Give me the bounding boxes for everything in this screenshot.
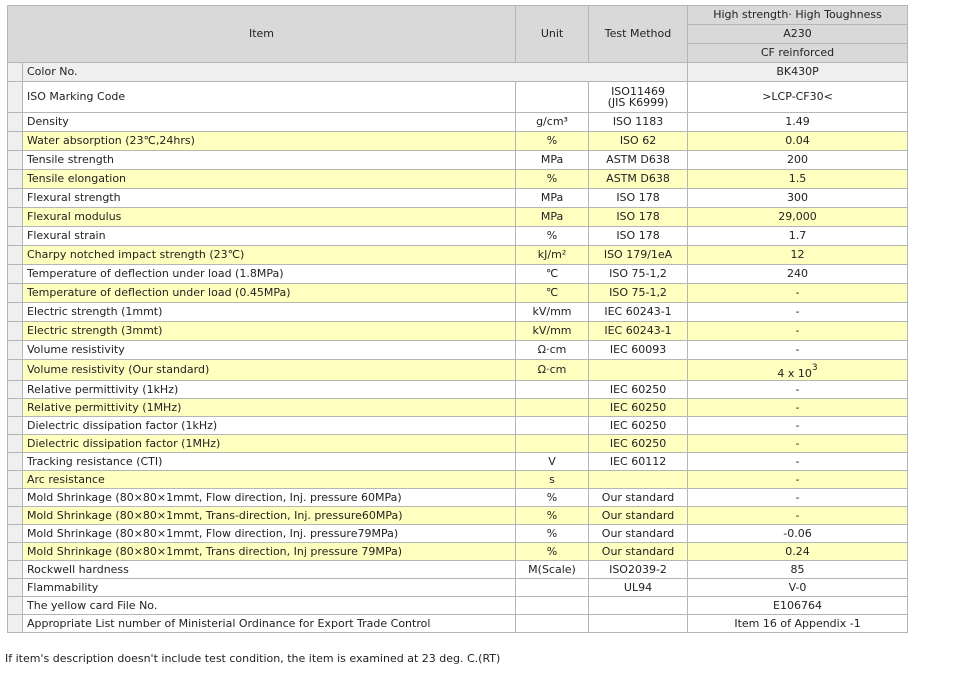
item-value: Item 16 of Appendix -1 <box>688 615 908 633</box>
item-name: Mold Shrinkage (80×80×1mmt, Flow direction, Inj. pressure 60MPa) <box>23 489 516 507</box>
item-test-method: Our standard <box>589 507 688 525</box>
item-name: Relative permittivity (1kHz) <box>23 381 516 399</box>
item-value: - <box>688 435 908 453</box>
iso-marking-method <box>589 82 688 113</box>
table-row <box>8 113 908 132</box>
color-no-value: BK430P <box>688 63 908 82</box>
table-row <box>8 265 908 284</box>
item-test-method: ISO 178 <box>589 208 688 227</box>
table-row <box>8 246 908 265</box>
item-unit <box>516 597 589 615</box>
item-name: Rockwell hardness <box>23 561 516 579</box>
item-unit: kJ/m² <box>516 246 589 265</box>
item-value: 1.49 <box>688 113 908 132</box>
item-value: - <box>688 284 908 303</box>
item-unit: % <box>516 227 589 246</box>
item-value: 0.04 <box>688 132 908 151</box>
color-no-row <box>8 63 908 82</box>
item-name: Volume resistivity <box>23 341 516 360</box>
item-test-method: IEC 60250 <box>589 417 688 435</box>
item-name: Dielectric dissipation factor (1kHz) <box>23 417 516 435</box>
item-test-method: UL94 <box>589 579 688 597</box>
item-name: Dielectric dissipation factor (1MHz) <box>23 435 516 453</box>
item-unit: % <box>516 525 589 543</box>
item-unit <box>516 417 589 435</box>
item-name: Arc resistance <box>23 471 516 489</box>
item-value: - <box>688 399 908 417</box>
item-test-method: IEC 60243-1 <box>589 322 688 341</box>
item-name: Relative permittivity (1MHz) <box>23 399 516 417</box>
item-test-method: IEC 60243-1 <box>589 303 688 322</box>
item-value: 200 <box>688 151 908 170</box>
item-unit: V <box>516 453 589 471</box>
item-value: 1.7 <box>688 227 908 246</box>
item-name: Charpy notched impact strength (23℃) <box>23 246 516 265</box>
item-test-method: IEC 60250 <box>589 435 688 453</box>
item-unit: ℃ <box>516 284 589 303</box>
table-row <box>8 435 908 453</box>
item-unit: g/cm³ <box>516 113 589 132</box>
item-test-method: ISO 178 <box>589 189 688 208</box>
item-value: - <box>688 341 908 360</box>
value-base: 4 x 10 <box>777 366 812 380</box>
item-unit <box>516 579 589 597</box>
item-test-method: ISO 178 <box>589 227 688 246</box>
table-row <box>8 360 908 381</box>
item-value: 240 <box>688 265 908 284</box>
item-name: Tensile strength <box>23 151 516 170</box>
item-test-method <box>589 597 688 615</box>
item-unit: kV/mm <box>516 322 589 341</box>
item-name: Tensile elongation <box>23 170 516 189</box>
table-row <box>8 561 908 579</box>
item-name: Tracking resistance (CTI) <box>23 453 516 471</box>
item-test-method: ISO 75-1,2 <box>589 284 688 303</box>
item-test-method: IEC 60112 <box>589 453 688 471</box>
item-test-method: ASTM D638 <box>589 151 688 170</box>
item-value: V-0 <box>688 579 908 597</box>
item-unit <box>516 435 589 453</box>
item-test-method: ISO2039-2 <box>589 561 688 579</box>
item-test-method: ISO 179/1eA <box>589 246 688 265</box>
header-row <box>8 6 908 25</box>
table-row <box>8 453 908 471</box>
table-row <box>8 381 908 399</box>
properties-table <box>7 5 908 633</box>
table-row <box>8 208 908 227</box>
item-unit: % <box>516 507 589 525</box>
table-row <box>8 227 908 246</box>
iso-marking-row <box>8 82 908 113</box>
item-test-method: IEC 60250 <box>589 399 688 417</box>
item-unit: MPa <box>516 189 589 208</box>
item-unit <box>516 615 589 633</box>
table-row <box>8 284 908 303</box>
table-row <box>8 489 908 507</box>
iso-marking-method-line1: ISO11469 <box>611 85 665 98</box>
item-test-method: IEC 60093 <box>589 341 688 360</box>
item-name: Density <box>23 113 516 132</box>
table-row <box>8 525 908 543</box>
item-value: - <box>688 381 908 399</box>
iso-marking-value: >LCP-CF30< <box>688 82 908 113</box>
table-row <box>8 597 908 615</box>
item-name: Electric strength (1mmt) <box>23 303 516 322</box>
table-row <box>8 399 908 417</box>
item-value: - <box>688 471 908 489</box>
table-row <box>8 615 908 633</box>
item-name: Mold Shrinkage (80×80×1mmt, Flow direction, Inj. pressure79MPa) <box>23 525 516 543</box>
item-value: 0.24 <box>688 543 908 561</box>
item-test-method: ISO 62 <box>589 132 688 151</box>
iso-marking-method-line2: (JIS K6999) <box>607 96 669 109</box>
item-test-method: ISO 1183 <box>589 113 688 132</box>
item-unit: kV/mm <box>516 303 589 322</box>
item-value: -0.06 <box>688 525 908 543</box>
table-row <box>8 579 908 597</box>
item-name: Water absorption (23℃,24hrs) <box>23 132 516 151</box>
item-test-method <box>589 615 688 633</box>
header-grade-title: High strength· High Toughness <box>688 6 908 25</box>
table-row <box>8 132 908 151</box>
item-unit: ℃ <box>516 265 589 284</box>
item-name: Flammability <box>23 579 516 597</box>
item-test-method: ASTM D638 <box>589 170 688 189</box>
item-name: The yellow card File No. <box>23 597 516 615</box>
item-unit: Ω·cm <box>516 341 589 360</box>
item-name: Mold Shrinkage (80×80×1mmt, Trans-direction, Inj. pressure60MPa) <box>23 507 516 525</box>
item-test-method: ISO 75-1,2 <box>589 265 688 284</box>
item-value: 1.5 <box>688 170 908 189</box>
item-unit: M(Scale) <box>516 561 589 579</box>
item-name: Electric strength (3mmt) <box>23 322 516 341</box>
item-unit: % <box>516 489 589 507</box>
item-value: - <box>688 322 908 341</box>
table-row <box>8 189 908 208</box>
item-name: Mold Shrinkage (80×80×1mmt, Trans direction, Inj pressure 79MPa) <box>23 543 516 561</box>
item-unit: % <box>516 543 589 561</box>
item-test-method: IEC 60250 <box>589 381 688 399</box>
item-test-method: Our standard <box>589 543 688 561</box>
iso-marking-label: ISO Marking Code <box>23 82 516 113</box>
item-unit: MPa <box>516 208 589 227</box>
item-value: 29,000 <box>688 208 908 227</box>
item-name: Temperature of deflection under load (1.8MPa) <box>23 265 516 284</box>
header-item: Item <box>8 6 516 63</box>
item-test-method <box>589 471 688 489</box>
item-unit: % <box>516 132 589 151</box>
item-test-method: Our standard <box>589 525 688 543</box>
item-name: Flexural strain <box>23 227 516 246</box>
item-value: - <box>688 453 908 471</box>
item-test-method <box>589 360 688 381</box>
item-value: - <box>688 303 908 322</box>
item-test-method: Our standard <box>589 489 688 507</box>
table-row <box>8 322 908 341</box>
color-no-label: Color No. <box>23 63 688 82</box>
table-row <box>8 471 908 489</box>
header-unit: Unit <box>516 6 589 63</box>
item-name: Appropriate List number of Ministerial Ordinance for Export Trade Control <box>23 615 516 633</box>
item-unit: % <box>516 170 589 189</box>
item-value: - <box>688 417 908 435</box>
item-unit: Ω·cm <box>516 360 589 381</box>
header-grade-desc: CF reinforced <box>688 44 908 63</box>
item-name: Temperature of deflection under load (0.45MPa) <box>23 284 516 303</box>
item-value: - <box>688 489 908 507</box>
item-value: 85 <box>688 561 908 579</box>
item-value <box>688 360 908 381</box>
item-value: E106764 <box>688 597 908 615</box>
header-test-method: Test Method <box>589 6 688 63</box>
item-name: Volume resistivity (Our standard) <box>23 360 516 381</box>
table-row <box>8 170 908 189</box>
value-exponent: 3 <box>811 363 818 374</box>
item-name: Flexural strength <box>23 189 516 208</box>
item-value: - <box>688 507 908 525</box>
table-row <box>8 507 908 525</box>
item-value: 300 <box>688 189 908 208</box>
header-grade-name: A230 <box>688 25 908 44</box>
table-row <box>8 341 908 360</box>
item-unit <box>516 399 589 417</box>
item-unit <box>516 381 589 399</box>
footnote: If item's description doesn't include test condition, the item is examined at 23 deg. C.(RT) <box>5 652 501 665</box>
table-row <box>8 417 908 435</box>
item-unit: MPa <box>516 151 589 170</box>
item-value: 12 <box>688 246 908 265</box>
table-row <box>8 543 908 561</box>
table-row <box>8 303 908 322</box>
item-unit: s <box>516 471 589 489</box>
item-name: Flexural modulus <box>23 208 516 227</box>
table-row <box>8 151 908 170</box>
